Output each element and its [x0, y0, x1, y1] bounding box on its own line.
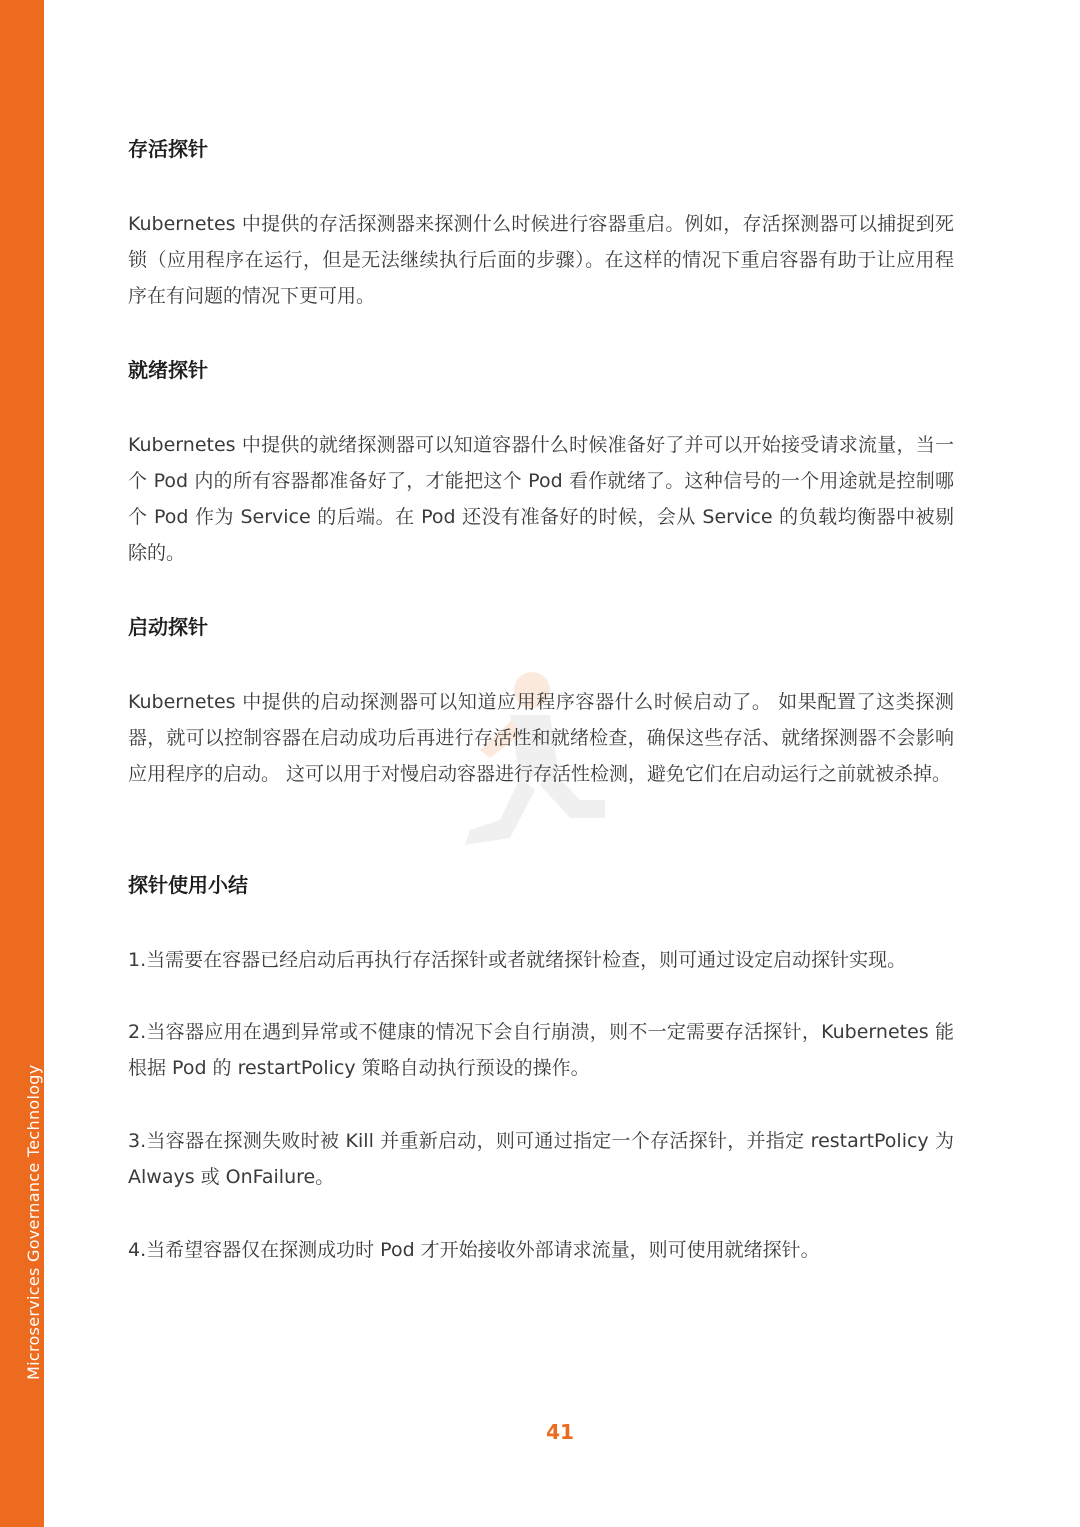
section-heading-readiness: 就绪探针 — [128, 358, 208, 382]
section-heading-startup: 启动探针 — [128, 615, 208, 639]
page-number: 41 — [546, 1420, 574, 1444]
side-bar-title: Microservices Governance Technology — [24, 1064, 43, 1380]
section-heading-liveness: 存活探针 — [128, 137, 208, 161]
section-paragraph-liveness: Kubernetes 中提供的存活探测器来探测什么时候进行容器重启。例如，存活探测器可以捕捉到死锁（应用程序在运行，但是无法继续执行后面的步骤）。在这样的情况下重启容器有助于让应用程序在有问题的情况下更可用。 — [128, 213, 954, 307]
summary-item: 2.当容器应用在遇到异常或不健康的情况下会自行崩溃，则不一定需要存活探针，Kubernetes 能根据 Pod 的 restartPolicy 策略自动执行预设的操作。 — [128, 1021, 954, 1079]
summary-item: 3.当容器在探测失败时被 Kill 并重新启动，则可通过指定一个存活探针，并指定 restartPolicy 为 Always 或 OnFailure。 — [128, 1130, 954, 1188]
summary-item: 1.当需要在容器已经启动后再执行存活探针或者就绪探针检查，则可通过设定启动探针实现。 — [128, 949, 907, 971]
summary-heading: 探针使用小结 — [128, 873, 248, 897]
summary-item: 4.当希望容器仅在探测成功时 Pod 才开始接收外部请求流量，则可使用就绪探针。 — [128, 1239, 820, 1261]
side-bar — [0, 0, 44, 1527]
section-paragraph-readiness: Kubernetes 中提供的就绪探测器可以知道容器什么时候准备好了并可以开始接受请求流量，当一个 Pod 内的所有容器都准备好了，才能把这个 Pod 看作就绪了。这种信号的一个用途就是控制哪个 Pod 作为 Service 的后端。在 Pod 还没有准备好的时候，会从 Service 的负载均衡器中被剔除的。 — [128, 434, 954, 564]
section-paragraph-startup: Kubernetes 中提供的启动探测器可以知道应用程序容器什么时候启动了。 如果配置了这类探测器，就可以控制容器在启动成功后再进行存活性和就绪检查，确保这些存活、就绪探测器不会影响应用程序的启动。 这可以用于对慢启动容器进行存活性检测，避免它们在启动运行之前就被杀掉。 — [128, 691, 954, 785]
